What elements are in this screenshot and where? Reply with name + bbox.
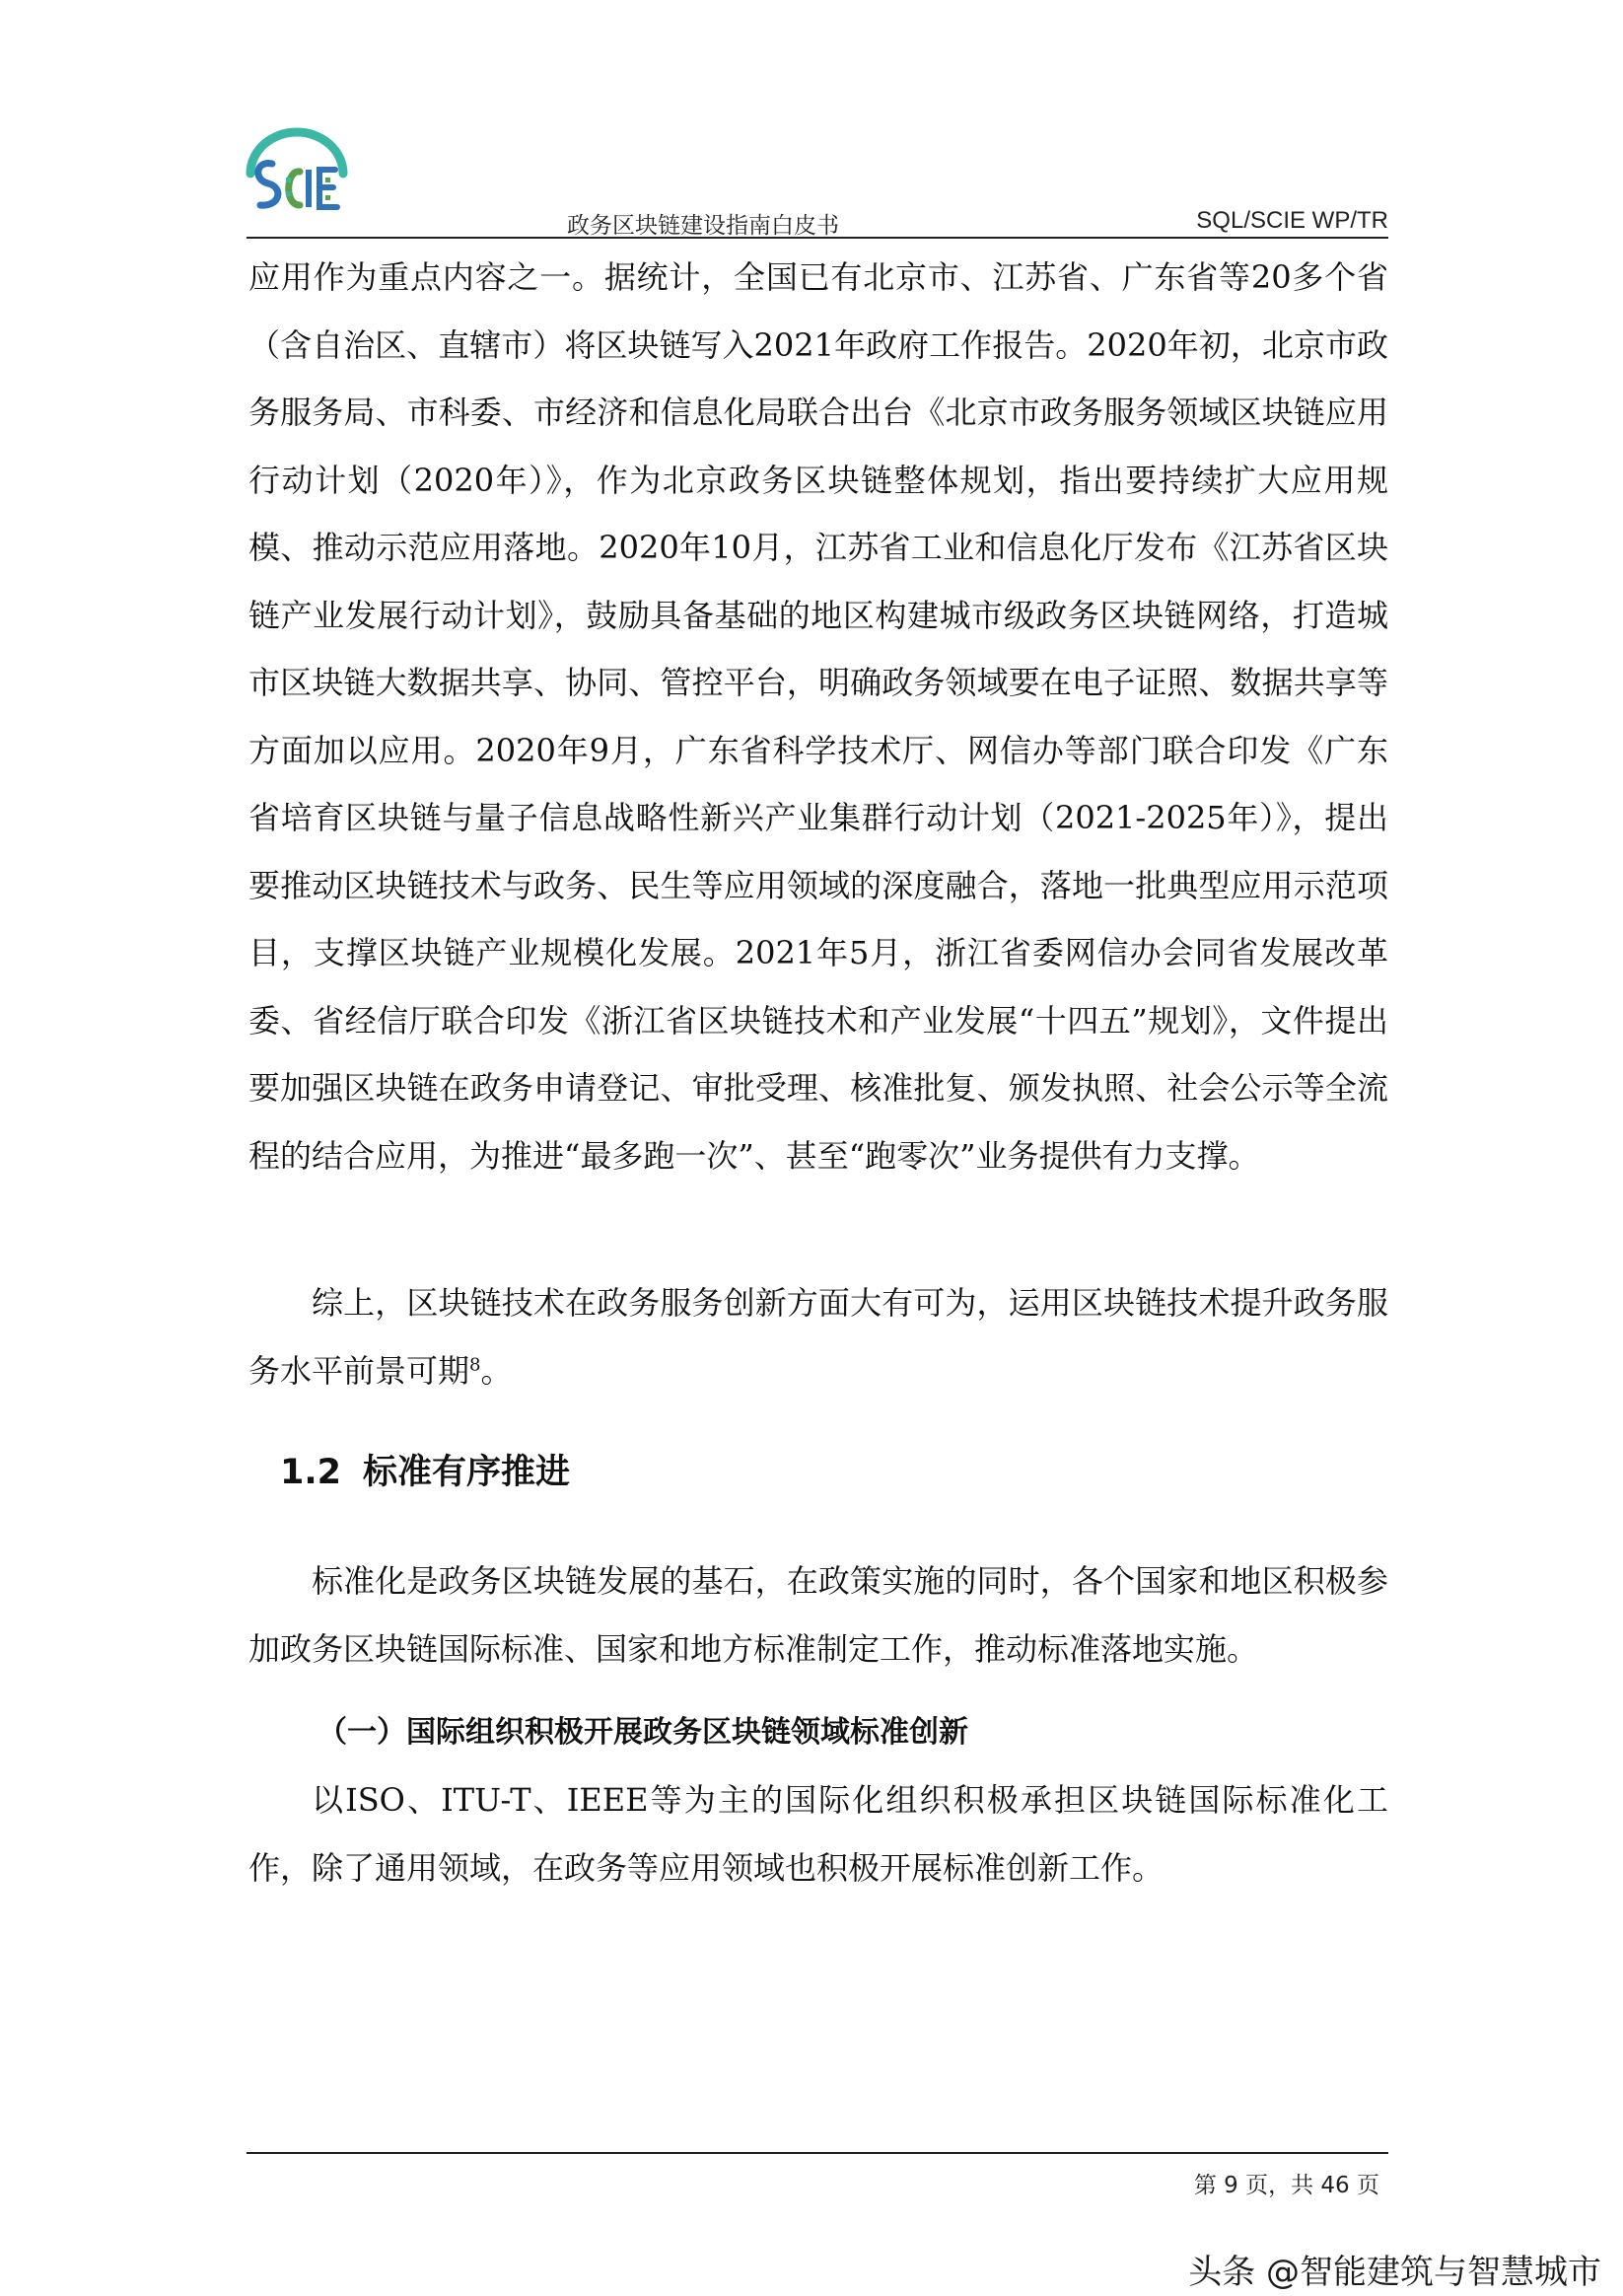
source-watermark: 头条 @智能建筑与智慧城市 — [1188, 2253, 1601, 2292]
section-number: 1.2 — [280, 1453, 342, 1492]
footer-divider — [247, 2152, 1388, 2154]
page-number: 第 9 页，共 46 页 — [1193, 2173, 1379, 2198]
document-title: 政务区块链建设指南白皮书 — [567, 213, 839, 239]
section-title: 标准有序推进 — [363, 1453, 571, 1492]
paragraph-summary-text: 综上，区块链技术在政务服务创新方面大有可为，运用区块链技术提升政务服务水平前景可期 — [248, 1284, 1388, 1390]
paragraph-summary — [248, 1269, 1388, 1404]
section-heading — [280, 1445, 570, 1494]
document-code: SQL/SCIE WP/TR — [1196, 207, 1388, 234]
paragraph-policy-overview: 应用作为重点内容之一。据统计，全国已有北京市、江苏省、广东省等20多个省（含自治区、直辖市）将区块链写入2021年政府工作报告。2020年初，北京市政务服务局、市科委、市经济和信息化局联合出台《北京市政务服务领域区块链应用行动计划（2020年）》，作为北京政务区块链整体规划，指出要持续扩大应用规模、推动示范应用落地。2020年10月，江苏省工业和信息化厅发布《江苏省区块链产业发展行动计划》，鼓励具备基础的地区构建城市级政务区块链网络，打造城市区块链大数据共享、协同、管控平台，明确政务领域要在电子证照、数据共享等方面加以应用。2020年9月，广东省科学技术厅、网信办等部门联合印发《广东省培育区块链与量子信息战略性新兴产业集群行动计划（2021-2025年）》，提出要推动区块链技术与政务、民生等应用领域的深度融合，落地一批典型应用示范项目，支撑区块链产业规模化发展。2021年5月，浙江省委网信办会同省发展改革委、省经信厅联合印发《浙江省区块链技术和产业发展“十四五”规划》，文件提出要加强区块链在政务申请登记、审批受理、核准批复、颁发执照、社会公示等全流程的结合应用，为推进“最多跑一次”、甚至“跑零次”业务提供有力支撑。 — [248, 258, 1388, 1175]
paragraph-international-orgs: 以ISO、ITU-T、IEEE等为主的国际化组织积极承担区块链国际标准化工作，除了通用领域，在政务等应用领域也积极开展标准创新工作。 — [248, 1781, 1388, 1887]
header-divider — [247, 237, 1388, 239]
footnote-reference: 8 — [469, 1353, 481, 1375]
subsection-heading: （一）国际组织积极开展政务区块链领域标准创新 — [318, 1715, 968, 1750]
scie-logo-icon — [243, 122, 351, 231]
paragraph-standardization: 标准化是政务区块链发展的基石，在政策实施的同时，各个国家和地区积极参加政务区块链国际标准、国家和地方标准制定工作，推动标准落地实施。 — [248, 1562, 1388, 1668]
paragraph-summary-end: 。 — [480, 1351, 513, 1390]
